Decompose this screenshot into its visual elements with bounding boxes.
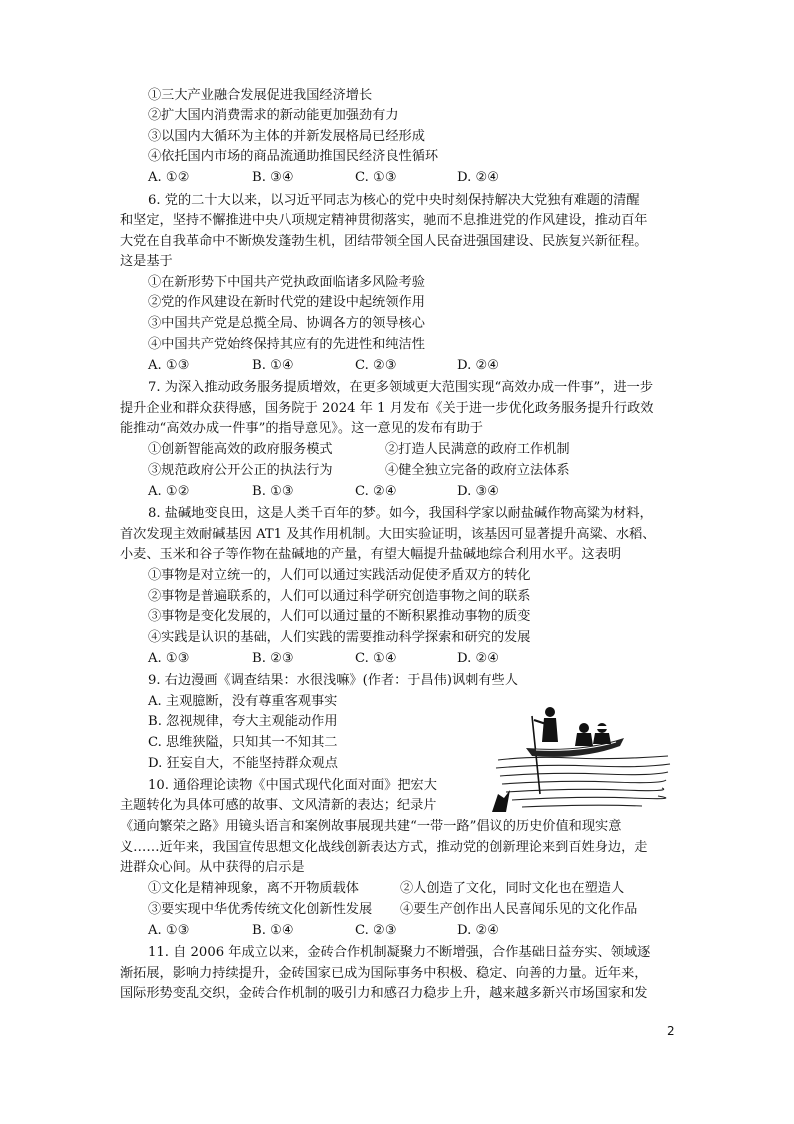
text-line: ②党的作风建设在新时代党的建设中起统领作用 <box>148 295 425 310</box>
text-line: 和坚定，坚持不懈推进中央八项规定精神贯彻落实，驰而不息推进党的作风建设，推动百年 <box>120 213 648 228</box>
text-line: ②打造人民满意的政府工作机制 <box>385 442 570 457</box>
text-line: ②扩大国内消费需求的新动能更加强劲有力 <box>148 108 399 123</box>
answer-option: B. ①③ <box>252 484 294 499</box>
answer-option: C. ②③ <box>355 923 397 938</box>
text-line: 6. 党的二十大以来，以习近平同志为核心的党中央时刻保持解决大党独有难题的清醒 <box>148 193 640 208</box>
text-line: 首次发现主效耐碱基因 AT1 及其作用机制。大田实验证明，该基因可显著提升高粱、水稻、 <box>120 527 656 542</box>
text-line: 能推动“高效办成一件事”的指导意见》。这一意见的发布有助于 <box>120 421 483 436</box>
answer-option: C. ②④ <box>355 484 397 499</box>
text-line: ③事物是变化发展的，人们可以通过量的不断积累推动事物的质变 <box>148 609 531 624</box>
text-line: 义……近年来，我国宣传思想文化战线创新表达方式，推动党的创新理论来到百姓身边，走 <box>120 840 648 855</box>
answer-option: B. ①④ <box>252 923 294 938</box>
text-line: 渐拓展，影响力持续提升，金砖国家已成为国际事务中积极、稳定、向善的力量。近年来， <box>120 966 648 981</box>
text-line: ①事物是对立统一的，人们可以通过实践活动促使矛盾双方的转化 <box>148 568 531 583</box>
text-line: D. 狂妄自大，不能坚持群众观点 <box>148 756 338 771</box>
text-line: ③以国内大循环为主体的并新发展格局已经形成 <box>148 129 425 144</box>
text-line: ③规范政府公开公正的执法行为 <box>148 463 333 478</box>
text-line: 9. 右边漫画《调查结果：水很浅嘛》(作者：于昌伟)讽刺有些人 <box>148 673 518 688</box>
text-line: 《通向繁荣之路》用镜头语言和案例故事展现共建“一带一路”倡议的历史价值和现实意 <box>120 819 622 834</box>
text-line: 10. 通俗理论读物《中国式现代化面对面》把宏大 <box>148 778 437 793</box>
text-line: ①在新形势下中国共产党执政面临诸多风险考验 <box>148 275 425 290</box>
text-line: 大党在自我革命中不断焕发蓬勃生机，团结带领全国人民奋进强国建设、民族复兴新征程。 <box>120 234 648 249</box>
answer-option: A. ①② <box>148 484 190 499</box>
text-line: ①三大产业融合发展促进我国经济增长 <box>148 88 373 103</box>
answer-option: A. ①② <box>148 170 190 185</box>
answer-option: B. ①④ <box>252 358 294 373</box>
answer-option: D. ②④ <box>457 170 500 185</box>
text-line: ④实践是认识的基础，人们实践的需要推动科学探索和研究的发展 <box>148 630 531 645</box>
text-line: 主题转化为具体可感的故事、文风清新的表达；纪录片 <box>120 798 437 813</box>
answer-option: D. ②④ <box>457 651 500 666</box>
answer-option: A. ①③ <box>148 358 190 373</box>
cartoon-illustration <box>492 694 674 812</box>
text-line: ④依托国内市场的商品流通助推国民经济良性循环 <box>148 149 439 164</box>
text-line: A. 主观臆断，没有尊重客观事实 <box>148 694 338 709</box>
text-line: C. 思维狭隘，只知其一不知其二 <box>148 735 338 750</box>
text-line: 进群众心间。从中获得的启示是 <box>120 860 305 875</box>
text-line: 7. 为深入推动政务服务提质增效，在更多领域更大范围实现“高效办成一件事”，进一步 <box>148 380 654 395</box>
page-number: 2 <box>667 1024 675 1038</box>
text-line: 提升企业和群众获得感，国务院于 2024 年 1 月发布《关于进一步优化政务服务提升行政效 <box>120 401 654 416</box>
text-line: 小麦、玉米和谷子等作物在盐碱地的产量，有望大幅提升盐碱地综合利用水平。这表明 <box>120 547 622 562</box>
text-line: 这是基于 <box>120 254 173 269</box>
text-line: ①文化是精神现象，离不开物质载体 <box>148 881 359 896</box>
answer-option: D. ②④ <box>457 358 500 373</box>
answer-option: A. ①③ <box>148 923 190 938</box>
text-line: ④中国共产党始终保持其应有的先进性和纯洁性 <box>148 337 425 352</box>
answer-option: C. ①③ <box>355 170 397 185</box>
text-line: 8. 盐碱地变良田，这是人类千百年的梦。如今，我国科学家以耐盐碱作物高粱为材料， <box>148 506 653 521</box>
answer-option: C. ①④ <box>355 651 397 666</box>
text-line: 国际形势变乱交织，金砖合作机制的吸引力和感召力稳步上升，越来越多新兴市场国家和发 <box>120 986 648 1001</box>
answer-option: D. ②④ <box>457 923 500 938</box>
text-line: B. 忽视规律，夸大主观能动作用 <box>148 714 338 729</box>
text-line: ②人创造了文化，同时文化也在塑造人 <box>400 881 625 896</box>
text-line: ②事物是普遍联系的，人们可以通过科学研究创造事物之间的联系 <box>148 589 531 604</box>
text-line: ③中国共产党是总揽全局、协调各方的领导核心 <box>148 316 425 331</box>
text-line: ③要实现中华优秀传统文化创新性发展 <box>148 902 373 917</box>
text-line: ①创新智能高效的政府服务模式 <box>148 442 333 457</box>
answer-option: B. ②③ <box>252 651 294 666</box>
text-line: 11. 自 2006 年成立以来，金砖合作机制凝聚力不断增强，合作基础日益夯实、领域逐 <box>148 945 651 960</box>
answer-option: D. ③④ <box>457 484 500 499</box>
answer-option: C. ②③ <box>355 358 397 373</box>
text-line: ④要生产创作出人民喜闻乐见的文化作品 <box>400 902 638 917</box>
text-line: ④健全独立完备的政府立法体系 <box>385 463 570 478</box>
answer-option: B. ③④ <box>252 170 294 185</box>
answer-option: A. ①③ <box>148 651 190 666</box>
